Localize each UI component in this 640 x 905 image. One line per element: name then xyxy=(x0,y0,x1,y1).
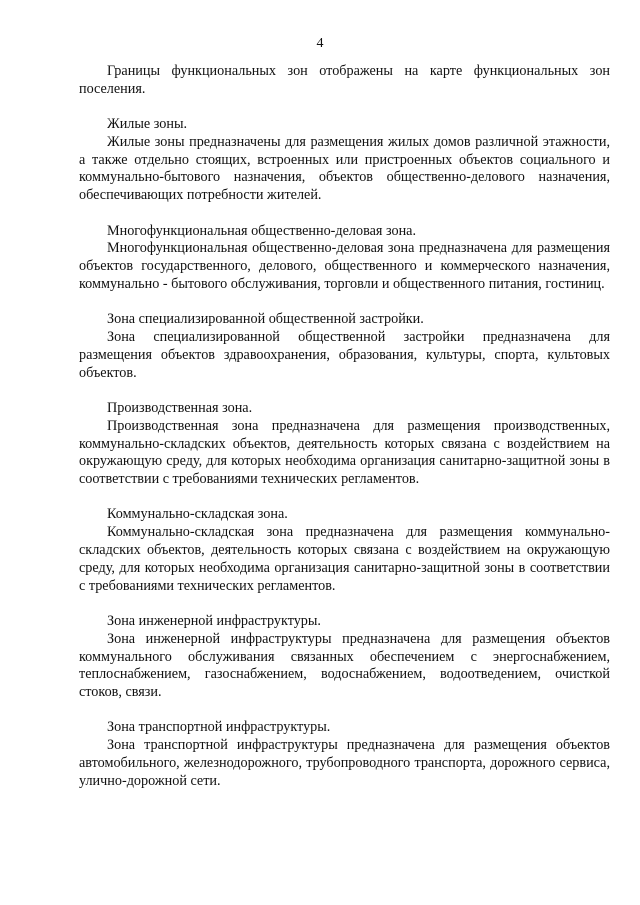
section-engineering-infrastructure xyxy=(79,613,610,702)
section-transport-infrastructure xyxy=(79,719,610,790)
section-industrial xyxy=(79,400,610,489)
section-multifunctional-business xyxy=(79,223,610,294)
section-communal-warehouse xyxy=(79,506,610,595)
section-title: Многофункциональная общественно-деловая зона. xyxy=(107,222,417,239)
section-text: Многофункциональная общественно-деловая зона предназначена для размещения объектов государственного, делового, общественного и коммерческого назначения, коммунально - бытового обслуживания, торговли и общественного питания, гостиниц. xyxy=(79,240,610,292)
intro-paragraph: Границы функциональных зон отображены на карте функциональных зон поселения. xyxy=(79,63,610,97)
section-title: Жилые зоны. xyxy=(107,116,188,133)
section-text: Жилые зоны предназначены для размещения жилых домов различной этажности, а также отдельно стоящих, встроенных или пристроенных объектов социального и коммунально-бытового назначения, объектов общественно-делового назначения, обеспечивающих потребности жителей. xyxy=(79,133,610,204)
section-text: Коммунально-складская зона предназначена для размещения коммунально-складских объектов, деятельность которых связана с воздействием на окружающую среду, для которых необходима организация санитарно-защитной зоны в соответствии с требованиями технических регламентов. xyxy=(79,524,610,594)
section-title: Зона инженерной инфраструктуры. xyxy=(107,612,321,629)
section-text: Зона транспортной инфраструктуры предназначена для размещения объектов автомобильного, железнодорожного, трубопроводного транспорта, дорожного сервиса, улично-дорожной сети. xyxy=(79,737,610,789)
section-title: Зона специализированной общественной застройки. xyxy=(107,311,424,328)
document-body xyxy=(79,63,610,791)
page-number: 4 xyxy=(316,36,324,51)
section-text: Производственная зона предназначена для размещения производственных, коммунально-складских объектов, деятельность которых связана с воздействием на окружающую среду, для которых необходима организация санитарно-защитной зоны в соответствии с требованиями технических регламентов. xyxy=(79,417,610,488)
section-title: Зона транспортной инфраструктуры. xyxy=(107,719,331,736)
section-title: Производственная зона. xyxy=(107,399,253,416)
section-title: Коммунально-складская зона. xyxy=(107,506,288,523)
section-text: Зона специализированной общественной застройки предназначена для размещения объектов здравоохранения, образования, культуры, спорта, культовых объектов. xyxy=(79,329,610,381)
section-text: Зона инженерной инфраструктуры предназначена для размещения объектов коммунального обслуживания связанных обеспечением с энергоснабжением, теплоснабжением, газоснабжением, водоснабжением, водоотведением, очисткой стоков, связи. xyxy=(79,630,610,701)
section-specialized-public xyxy=(79,311,610,382)
section-residential xyxy=(79,116,610,205)
